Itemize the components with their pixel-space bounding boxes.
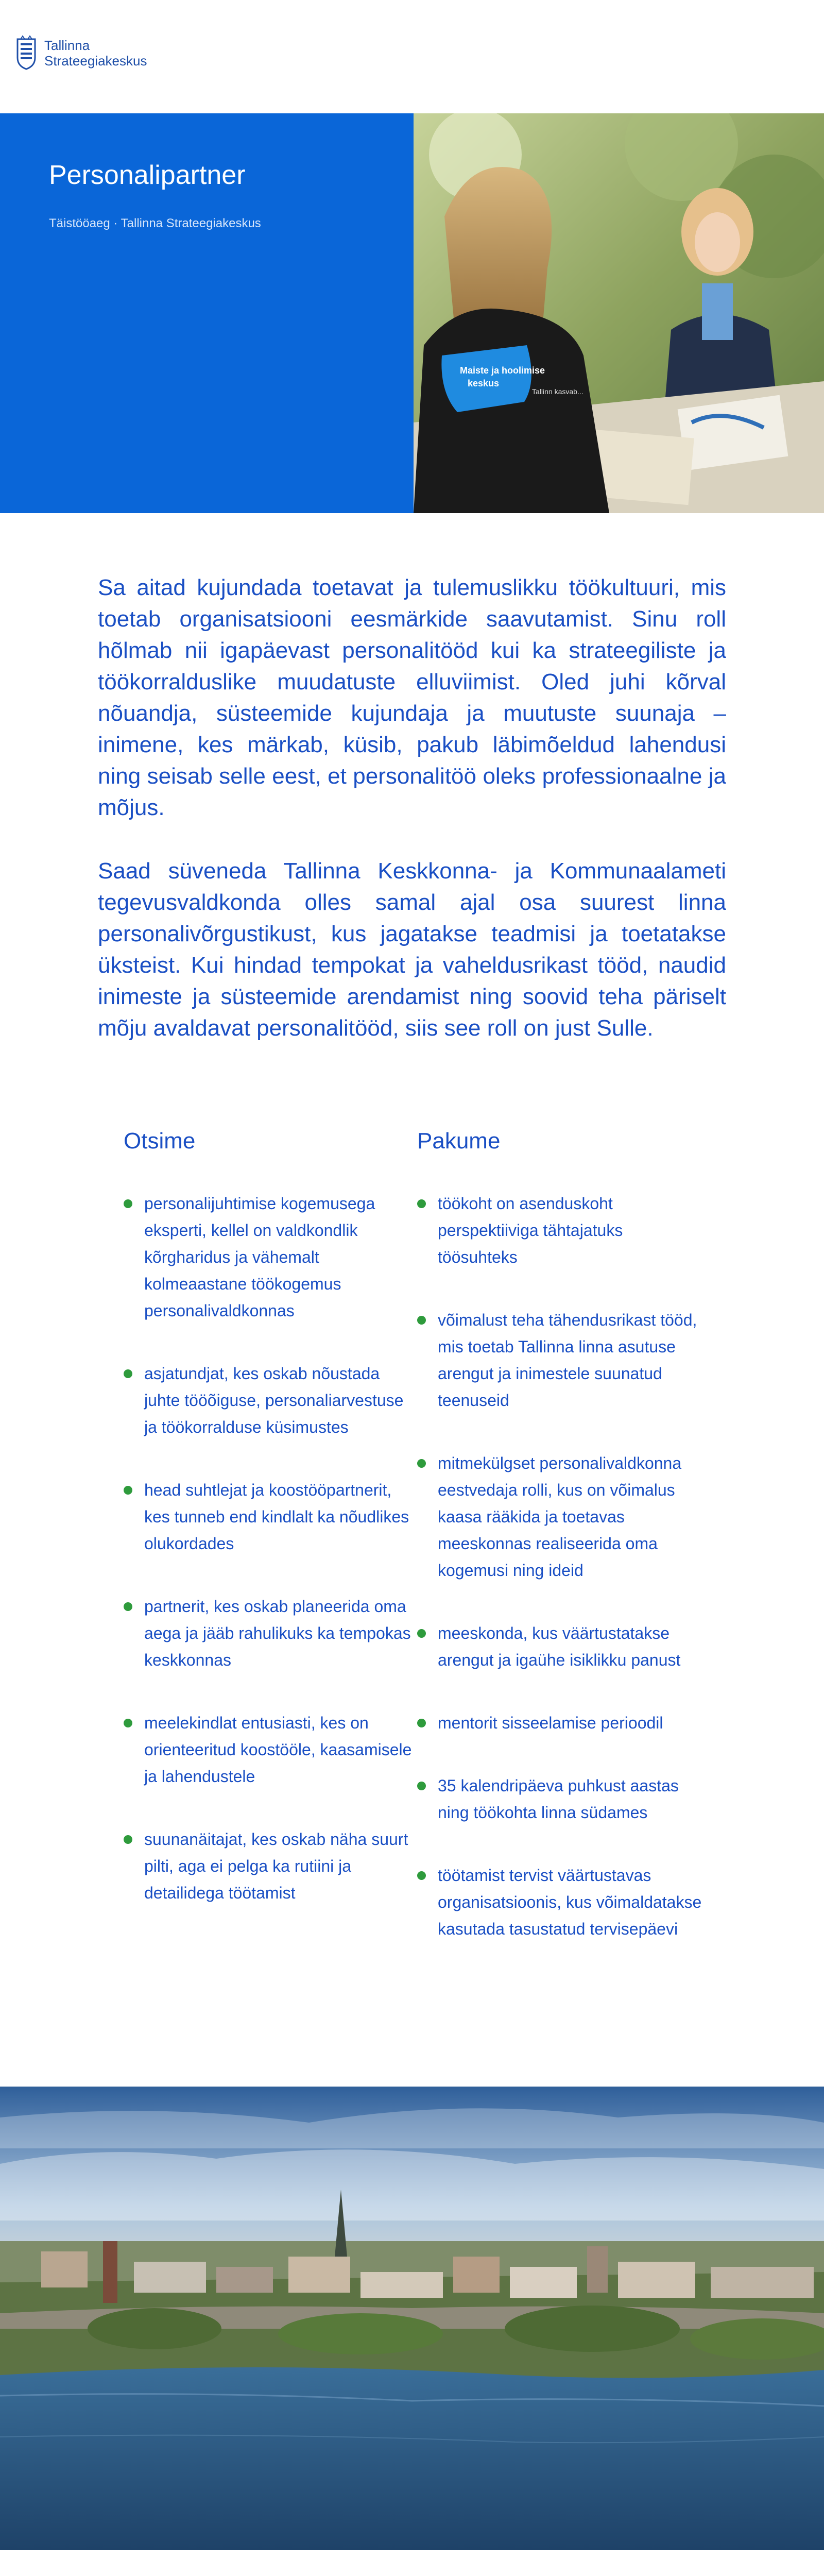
city-panorama-photo	[0, 2087, 824, 2550]
list-item: meeskonda, kus väärtustatakse arengut ja igaühe isiklikku panust	[417, 1620, 706, 1673]
offer-section	[417, 1128, 706, 1978]
offer-title: Pakume	[417, 1128, 501, 1154]
offer-list	[417, 1190, 706, 1942]
top-bar	[0, 0, 824, 113]
strategy-centre-logo[interactable]	[15, 35, 147, 71]
list-item: mentorit sisseelamise perioodil	[417, 1709, 706, 1736]
shirt-small-print: Tallinn kasvab...	[532, 387, 583, 396]
list-item: 35 kalendripäeva puhkust aastas ning töökohta linna südames	[417, 1772, 706, 1826]
logo-line-1: Tallinna	[44, 38, 90, 53]
list-item: partnerit, kes oskab planeerida oma aega ja jääb rahulikuks ka tempokas keskkonnas	[124, 1593, 412, 1673]
hero-banner	[0, 113, 824, 513]
list-item: töötamist tervist väärtustavas organisatsioonis, kus võimaldatakse kasutada tasustatud tervisepäevi	[417, 1862, 706, 1942]
intro-text	[98, 572, 726, 1076]
intro-paragraph-2: Saad süveneda Tallinna Keskkonna- ja Kommunaalameti tegevusvaldkonda olles samal ajal osa suurest linna personalivõrgustikust, kus jagatakse teadmisi ja toetatakse üksteist. Kui hindad tempokat ja vaheldusrikast tööd, naudid inimeste ja süsteemide arendamist ning soovid teha päriselt mõju avaldavat personalitööd, siis see roll on just Sulle.	[98, 858, 726, 1041]
shirt-print-line-1: Maiste ja hoolimise	[460, 365, 545, 376]
seeking-list	[124, 1190, 412, 1906]
list-item: töökoht on asenduskoht perspektiiviga tähtajatuks töösuhteks	[417, 1190, 706, 1270]
list-item: asjatundjat, kes oskab nõustada juhte tööõiguse, personaliarvestuse ja töökorralduse küsimustes	[124, 1360, 412, 1440]
shirt-print-line-2: keskus	[468, 378, 500, 388]
hero-photo	[414, 113, 824, 513]
intro-paragraph-1: Sa aitad kujundada toetavat ja tulemuslikku töökultuuri, mis toetab organisatsiooni eesmärkide saavutamist. Sinu roll hõlmab nii igapäevast personalitööd kui ka strateegiliste ja töökorralduslike muudatuste elluviimist. Oled juhi kõrval nõuandja, süsteemide kujundaja ja muutuste suunaja – inimene, kes märkab, küsib, pakub läbimõeldud lahendusi ning seisab selle eest, et personalitöö oleks professionaalne ja mõjus.	[98, 575, 726, 820]
list-item: võimalust teha tähendusrikast tööd, mis toetab Tallinna linna asutuse arengut ja inimestele suunatud teenuseid	[417, 1307, 706, 1414]
list-item: mitmekülgset personalivaldkonna eestvedaja rolli, kus on võimalus kaasa rääkida ja toetavas meeskonnas realiseerida oma kogemusi ning ideid	[417, 1450, 706, 1584]
page-title: Personalipartner	[49, 160, 246, 190]
list-item: suunanäitajat, kes oskab näha suurt pilti, aga ei pelga ka rutiini ja detailidega töötamist	[124, 1826, 412, 1906]
list-item: meelekindlat entusiasti, kes on orienteeritud koostööle, kaasamisele ja lahendustele	[124, 1709, 412, 1790]
logo-wordmark	[44, 38, 147, 69]
tallinn-skyline-illustration	[0, 2087, 824, 2550]
seeking-section	[124, 1128, 412, 1942]
list-item: head suhtlejat ja koostööpartnerit, kes tunneb end kindlalt ka nõudlikes olukordades	[124, 1477, 412, 1557]
job-meta: Täistööaeg · Tallinna Strateegiakeskus	[49, 216, 261, 230]
list-item: personalijuhtimise kogemusega eksperti, kellel on valdkondlik kõrgharidus ja vähemalt kolmeaastane töökogemus personalivaldkonnas	[124, 1190, 412, 1324]
team-photo-illustration	[414, 113, 824, 513]
logo-line-2: Strateegiakeskus	[44, 53, 147, 69]
seeking-title: Otsime	[124, 1128, 196, 1154]
tallinn-shield-icon	[15, 35, 37, 71]
